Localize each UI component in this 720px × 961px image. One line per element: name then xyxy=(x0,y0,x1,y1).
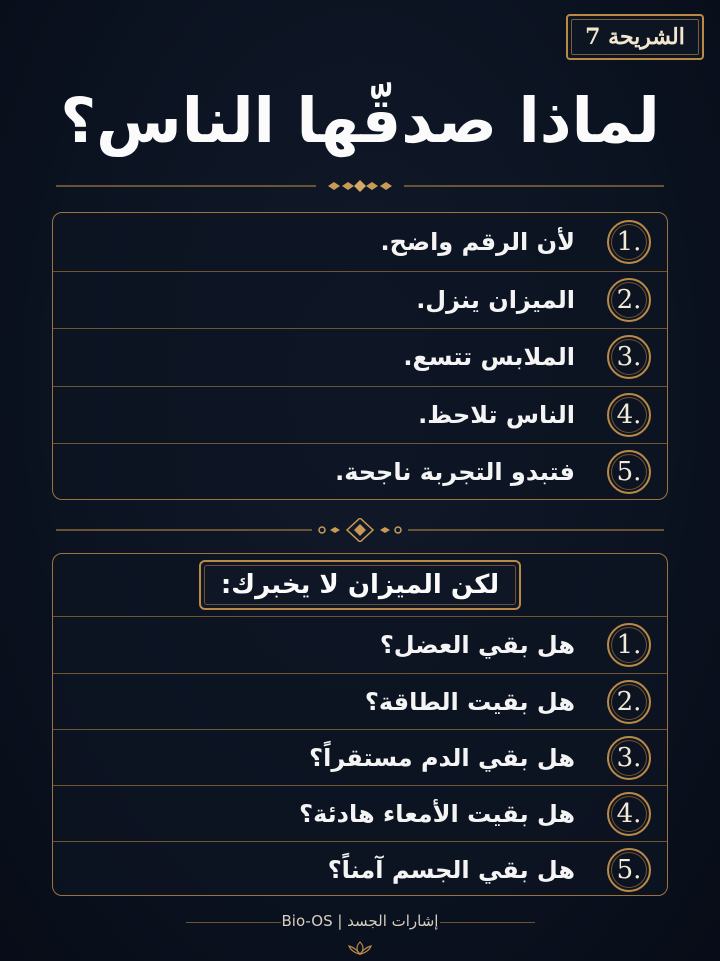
list-number: 5. xyxy=(607,450,651,494)
subheading-box xyxy=(199,560,521,610)
list-item xyxy=(53,386,667,444)
list-item xyxy=(53,785,667,841)
page-title: لماذا صدقّها الناس؟ xyxy=(60,84,660,157)
list-item-text: هل بقيت الأمعاء هادئة؟ xyxy=(299,799,575,828)
list-item xyxy=(53,617,667,673)
list-item xyxy=(53,443,667,500)
section-divider xyxy=(56,518,664,542)
lotus-icon xyxy=(344,940,376,956)
questions-panel xyxy=(52,553,668,896)
list-number: 4. xyxy=(607,393,651,437)
footer-line-right xyxy=(440,922,535,923)
subheading-row xyxy=(53,554,667,617)
reasons-panel xyxy=(52,212,668,500)
list-number: 3. xyxy=(607,736,651,780)
list-number: 2. xyxy=(607,680,651,724)
list-item xyxy=(53,729,667,785)
list-item xyxy=(53,271,667,329)
list-item-text: لأن الرقم واضح. xyxy=(380,227,575,256)
list-item-text: الناس تلاحظ. xyxy=(418,400,575,429)
list-item-text: هل بقي الجسم آمناً؟ xyxy=(327,855,575,884)
list-number: 3. xyxy=(607,335,651,379)
list-item-text: الميزان ينزل. xyxy=(416,285,575,314)
list-item xyxy=(53,328,667,386)
list-number: 4. xyxy=(607,792,651,836)
subheading: لكن الميزان لا يخبرك: xyxy=(220,570,500,600)
list-number: 1. xyxy=(607,623,651,667)
list-number: 5. xyxy=(607,848,651,892)
list-item-text: فتبدو التجربة ناجحة. xyxy=(335,458,575,487)
list-item-text: هل بقيت الطاقة؟ xyxy=(364,687,575,716)
list-number: 1. xyxy=(607,220,651,264)
list-item xyxy=(53,213,667,271)
footer-brand: إشارات الجسد | Bio-OS xyxy=(281,912,439,930)
list-item xyxy=(53,673,667,729)
slide-badge xyxy=(566,14,704,60)
list-item-text: الملابس تتسع. xyxy=(403,343,575,372)
title-divider xyxy=(56,174,664,198)
slide-badge-label: الشريحة 7 xyxy=(585,24,685,50)
list-number: 2. xyxy=(607,278,651,322)
list-item xyxy=(53,841,667,896)
list-item-text: هل بقي الدم مستقراً؟ xyxy=(309,743,575,772)
list-item-text: هل بقي العضل؟ xyxy=(379,631,575,659)
